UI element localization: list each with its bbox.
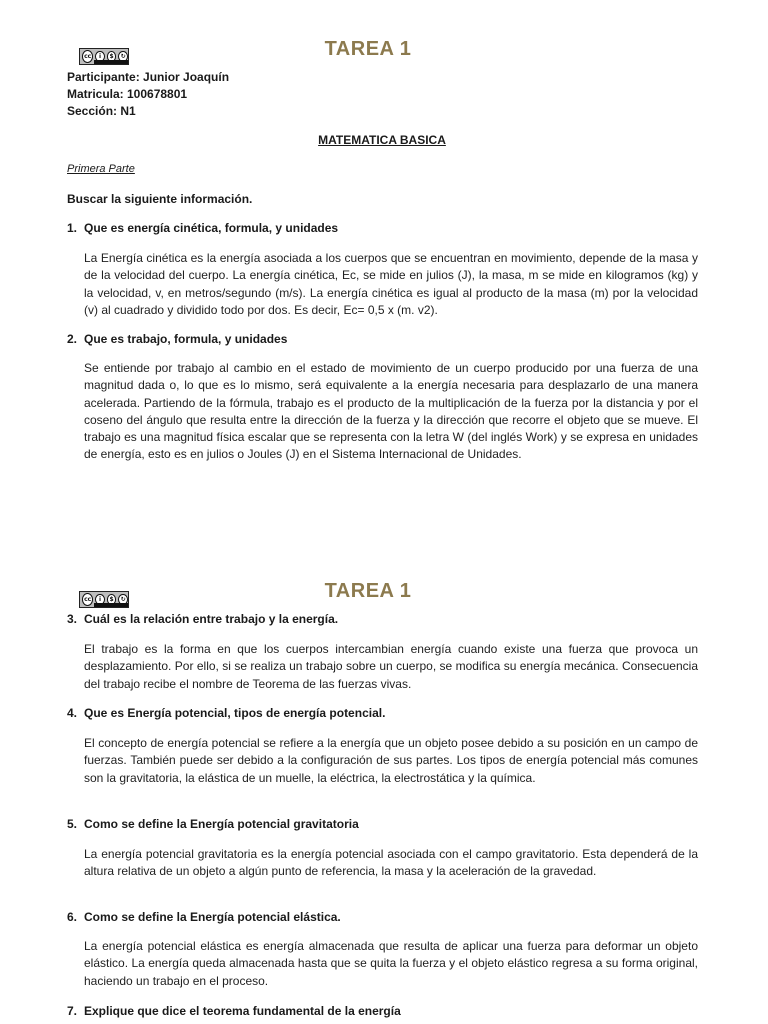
- answer-paragraph: La energía potencial elástica es energía almacenada que resulta de aplicar una fuerza para deformar un objeto elástico. La energía queda almacenada hasta que se quita la fuerza y el objeto elástico regresa a su forma original, haciendo un trabajo en el proceso.: [84, 939, 698, 988]
- license-strip: [94, 603, 128, 607]
- matricula-line: Matricula: 100678801: [67, 87, 188, 101]
- question-title: Que es energía cinética, formula, y unidades: [84, 221, 339, 235]
- document-page-2: [0, 560, 768, 1024]
- question-number: 5.: [67, 817, 78, 831]
- question-number: 2.: [67, 332, 78, 346]
- question-number: 6.: [67, 910, 78, 924]
- question-title: Como se define la Energía potencial elástica.: [84, 910, 341, 924]
- question-title: Cuál es la relación entre trabajo y la energía.: [84, 612, 339, 626]
- question-heading: [67, 910, 341, 924]
- noncommercial-icon: $: [107, 51, 117, 62]
- question-number: 3.: [67, 612, 78, 626]
- question-heading: [67, 1004, 401, 1018]
- course-heading-text: MATEMATICA BASICA: [318, 133, 446, 147]
- page-title: TAREA 1: [324, 38, 412, 60]
- question-heading: [67, 332, 287, 346]
- course-heading: [0, 133, 764, 147]
- attribution-icon: i: [95, 51, 105, 62]
- question-title: Que es Energía potencial, tipos de energía potencial.: [84, 706, 386, 720]
- answer-paragraph: El concepto de energía potencial se refiere a la energía que un objeto posee debido a su posición en un campo de fuerzas. También puede ser debido a la configuración de sus partes. Los tipos de energía potencial más comunes son la gravitatoria, la elástica de un muelle, la eléctrica, la electrostática y la química.: [84, 736, 698, 785]
- cc-icon: cc: [82, 50, 93, 63]
- intro-line: Buscar la siguiente información.: [67, 192, 253, 206]
- question-title: Como se define la Energía potencial gravitatoria: [84, 817, 359, 831]
- seccion-line: Sección: N1: [67, 104, 136, 118]
- question-number: 4.: [67, 706, 78, 720]
- attribution-icon: i: [95, 594, 105, 605]
- question-heading: [67, 612, 338, 626]
- answer-paragraph: El trabajo es la forma en que los cuerpos intercambian energía cuando existe una fuerza que provoca un desplazamiento. Por ello, si se realiza un trabajo sobre un cuerpo, se modifica su energía mecánica. Consecuencia del trabajo recibe el nombre de Teorema de las fuerzas vivas.: [84, 642, 698, 691]
- sharealike-icon: ↻: [118, 594, 128, 605]
- answer-paragraph: La energía potencial gravitatoria es la energía potencial asociada con el campo gravitatorio. Esta dependerá de la altura relativa de un objeto a algún punto de referencia, la masa y la aceleración de la gravedad.: [84, 847, 698, 879]
- question-heading: [67, 706, 385, 720]
- question-heading: [67, 817, 359, 831]
- answer-paragraph: La Energía cinética es la energía asociada a los cuerpos que se encuentran en movimiento, depende de la masa y de la velocidad del cuerpo. La energía cinética, Ec, se mide en julios (J), la masa, m se mide en kilogramos (kg) y la velocidad, v, en metros/segundo (m/s). La energía cinética es igual al producto de la masa (m) por la velocidad (v) al cuadrado y dividido todo por dos. Es decir, Ec= 0,5 x (m. v2).: [84, 251, 698, 317]
- question-number: 7.: [67, 1004, 78, 1018]
- question-heading: [67, 221, 338, 235]
- participant-line: Participante: Junior Joaquín: [67, 70, 230, 84]
- cc-icon: cc: [82, 593, 93, 606]
- question-title: Que es trabajo, formula, y unidades: [84, 332, 288, 346]
- question-number: 1.: [67, 221, 78, 235]
- page-title: TAREA 1: [324, 580, 412, 602]
- part-subtitle: Primera Parte: [67, 163, 135, 175]
- answer-paragraph: Se entiende por trabajo al cambio en el estado de movimiento de un cuerpo producido por una fuerza de una magnitud dada o, lo que es lo mismo, será equivalente a la energía necesaria para desplazarlo de una manera acelerada. Partiendo de la fórmula, trabajo es el producto de la multiplicación de la fuerza por la distancia y por el coseno del ángulo que resulta entre la dirección de la fuerza y la dirección que recorre el objeto que se mueve. El trabajo es una magnitud física escalar que se representa con la letra W (del inglés Work) y se expresa en unidades de energía, esto es en julios o Joules (J) en el Sistema Internacional de Unidades.: [84, 361, 698, 462]
- question-title: Explique que dice el teorema fundamental de la energía: [84, 1004, 401, 1018]
- sharealike-icon: ↻: [118, 51, 128, 62]
- noncommercial-icon: $: [107, 594, 117, 605]
